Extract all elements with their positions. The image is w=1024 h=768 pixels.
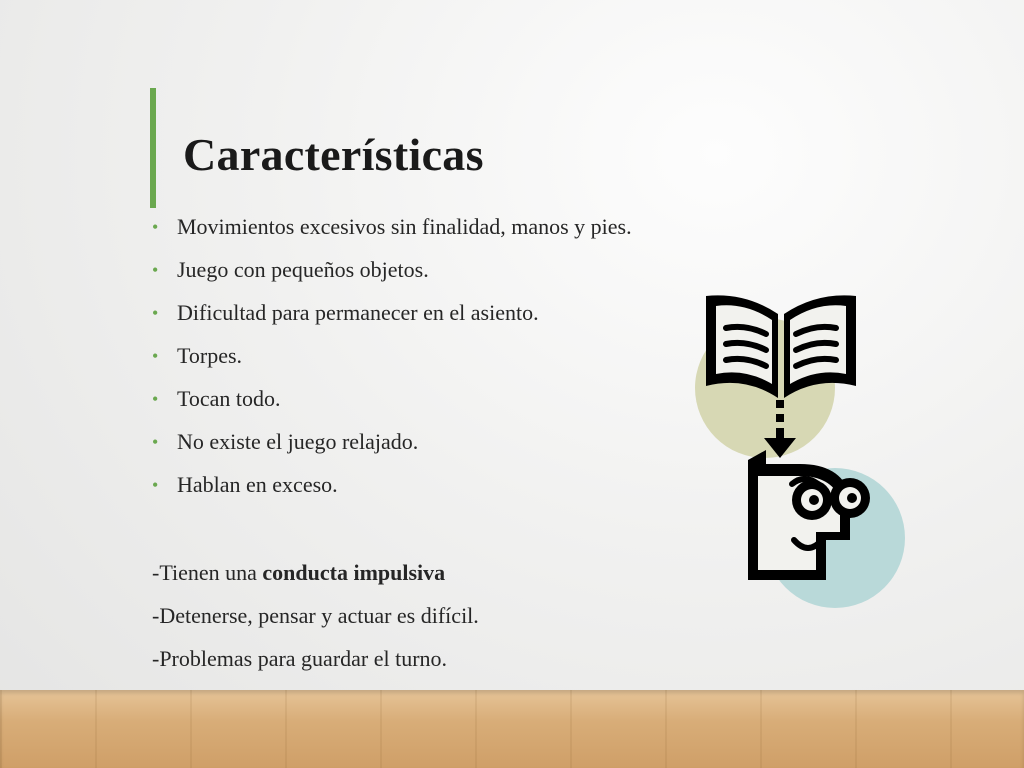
- body-lines: [152, 558, 479, 687]
- turn-line: -Problemas para guardar el turno.: [152, 646, 448, 671]
- bullet-dot: •: [152, 432, 159, 452]
- list-item: • Torpes.: [152, 341, 632, 384]
- impulsive-bold: conducta impulsiva: [262, 560, 446, 585]
- stop-think-line: -Detenerse, pensar y actuar es difícil.: [152, 603, 479, 628]
- bullet-dot: •: [152, 217, 159, 237]
- list-item: • Tocan todo.: [152, 384, 632, 427]
- list-item: • Hablan en exceso.: [152, 470, 632, 513]
- list-item: • Movimientos excesivos sin finalidad, manos y pies.: [152, 212, 632, 255]
- title-accent-bar: [150, 88, 156, 208]
- list-item: • Juego con pequeños objetos.: [152, 255, 632, 298]
- list-item: • No existe el juego relajado.: [152, 427, 632, 470]
- wood-floor: [0, 690, 1024, 768]
- bullet-dot: •: [152, 303, 159, 323]
- bullet-dot: •: [152, 260, 159, 280]
- bullet-dot: •: [152, 346, 159, 366]
- book-to-reader-icon: [690, 288, 910, 618]
- bullet-list: [152, 212, 632, 513]
- slide-title: Características: [183, 129, 484, 180]
- bullet-dot: •: [152, 389, 159, 409]
- impulsive-line: -Tienen una conducta impulsiva: [152, 560, 446, 585]
- list-item: • Dificultad para permanecer en el asiento.: [152, 298, 632, 341]
- bullet-dot: •: [152, 475, 159, 495]
